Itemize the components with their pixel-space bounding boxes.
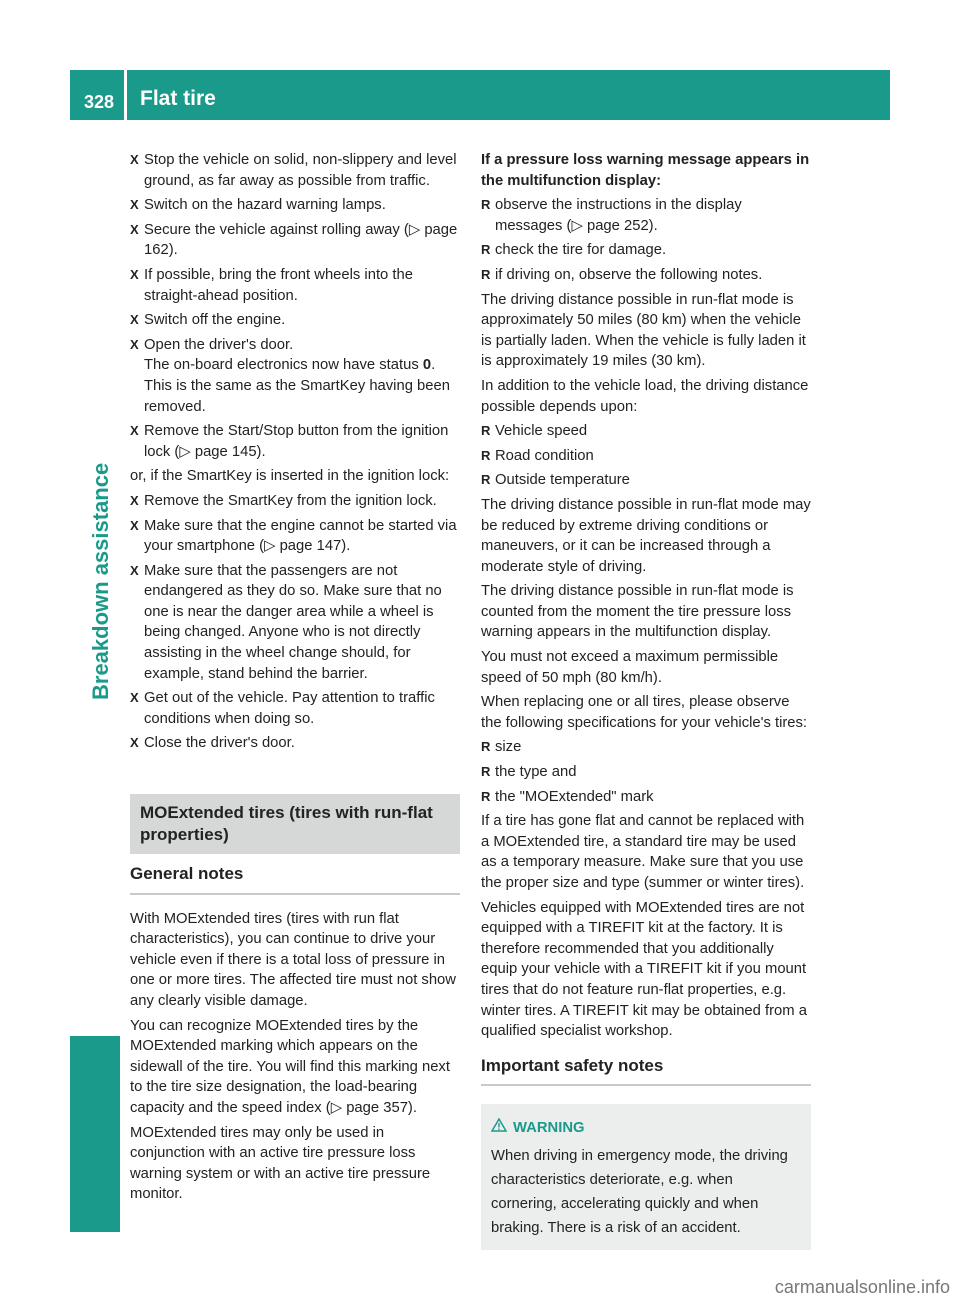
status-value: 0: [422, 357, 432, 374]
bullet-item: [481, 195, 811, 236]
chapter-side-block: [70, 1036, 120, 1232]
bullet-item-text: Road condition: [495, 447, 594, 464]
step-item: [130, 195, 460, 216]
step-arrow-icon: X: [130, 690, 139, 706]
step-arrow-icon: X: [130, 152, 139, 167]
general-notes-body: [130, 909, 460, 1205]
warning-text: When driving in emergency mode, the driving characteristics deteriorate, e.g. when cornering, accelerating quickly and when braking. There is a risk of an accident.: [491, 1148, 788, 1237]
step-item: [130, 335, 460, 417]
bullet-item-text: size: [495, 739, 522, 756]
step-arrow-icon: X: [130, 197, 139, 213]
bullet-item: [481, 737, 811, 758]
step-item-text: Close the driver's door.: [144, 735, 295, 752]
bullet-icon: R: [481, 739, 491, 755]
right-column: [481, 150, 811, 1250]
paragraph: If a tire has gone flat and cannot be replaced with a MOExtended tire, a standard tire may be used as a temporary measure. Make sure that you use the proper size and type (summer or winter tires).: [481, 813, 805, 891]
step-item-text: Stop the vehicle on solid, non-slippery and level ground, as far away as possible from traffic.: [144, 152, 457, 189]
or-text: or, if the SmartKey is inserted in the ignition lock:: [130, 468, 450, 485]
step-item-text: Remove the SmartKey from the ignition lock.: [144, 492, 437, 509]
status-text-a: The on-board electronics now have status: [144, 357, 423, 374]
step-item-text: Switch on the hazard warning lamps.: [144, 197, 386, 214]
bullet-item: [481, 421, 811, 442]
paragraph: With MOExtended tires (tires with run flat characteristics), you can continue to drive your vehicle even if there is a total loss of pressure in one or more tires. The affected tire must not show any clearly visible damage.: [130, 910, 456, 1009]
step-item-text: If possible, bring the front wheels into the straight-ahead position.: [144, 266, 413, 304]
bullet-item: [481, 762, 811, 783]
paragraph: In addition to the vehicle load, the driving distance possible depends upon:: [481, 377, 809, 415]
step-arrow-icon: X: [130, 423, 139, 439]
subsection-heading-general-notes: General notes: [130, 854, 460, 895]
bullet-icon: R: [481, 472, 491, 488]
step-arrow-icon: X: [130, 735, 139, 751]
paragraph: You must not exceed a maximum permissible speed of 50 mph (80 km/h).: [481, 649, 779, 686]
paragraph: MOExtended tires may only be used in conjunction with an active tire pressure loss warning system or with an active tire pressure monitor.: [130, 1124, 431, 1203]
bullet-icon: R: [481, 242, 491, 258]
section-heading: MOExtended tires (tires with run-flat properties): [130, 794, 460, 854]
step-arrow-icon: X: [130, 312, 139, 328]
step-item: [130, 421, 460, 462]
chapter-side-label: Breakdown assistance: [88, 462, 113, 700]
warning-box: [481, 1104, 811, 1250]
bullet-item: [481, 446, 811, 467]
bullet-icon: R: [481, 197, 491, 213]
steps-list-2: [130, 491, 460, 754]
step-item: [130, 265, 460, 306]
step-item-text: Make sure that the passengers are not endangered as they do so. Make sure that no one is near the danger area while a wheel is being changed. Anyone who is not directly assisting in the wheel change should, for example, stand behind the barrier.: [144, 562, 442, 682]
page-title: Flat tire: [140, 87, 216, 110]
step-item-text: Secure the vehicle against rolling away (▷ page 162).: [144, 221, 458, 259]
pressure-loss-heading: If a pressure loss warning message appears in the multifunction display:: [481, 152, 810, 189]
step-text: Open the driver's door.: [144, 336, 294, 353]
step-item-text: Get out of the vehicle. Pay attention to traffic conditions when doing so.: [144, 690, 435, 727]
paragraph: The driving distance possible in run-flat mode is counted from the moment the tire pressure loss warning appears in the multifunction display.: [481, 583, 794, 641]
step-arrow-icon: X: [130, 336, 139, 352]
bullet-item: [481, 787, 811, 808]
paragraph: You can recognize MOExtended tires by the MOExtended marking which appears on the sidewall of the tire. You will find this marking next to the tire size designation, the load-bearing capacity and the speed index (▷ page 357).: [130, 1017, 450, 1116]
bullet-icon: R: [481, 266, 491, 282]
bullet-list-1: [481, 195, 811, 285]
page-number: 328: [84, 92, 115, 112]
bullet-item: [481, 470, 811, 491]
bullet-item-text: the type and: [495, 764, 577, 781]
header-divider: [124, 70, 127, 120]
step-item: [130, 310, 460, 331]
bullet-item-text: the "MOExtended" mark: [495, 788, 654, 805]
step-arrow-icon: X: [130, 492, 139, 508]
step-arrow-icon: X: [130, 517, 139, 533]
bullet-item-text: if driving on, observe the following notes.: [495, 266, 763, 283]
step-arrow-icon: X: [130, 221, 139, 237]
bullet-icon: R: [481, 447, 491, 463]
step-item-text: Make sure that the engine cannot be started via your smartphone (▷ page 147).: [144, 517, 457, 555]
bullet-item-text: Outside temperature: [495, 472, 630, 489]
bullet-item-text: Vehicle speed: [495, 423, 588, 440]
step-arrow-icon: X: [130, 266, 139, 282]
paragraph: Vehicles equipped with MOExtended tires are not equipped with a TIREFIT kit at the factory. It is therefore recommended that you additionally equip your vehicle with a TIREFIT kit if you mount tires that do not feature run-flat properties, e.g. winter tires. A TIREFIT kit may be obtained from a qualified specialist workshop.: [481, 899, 807, 1040]
step-text: Remove the Start/Stop button from the ignition lock (▷ page 145).: [144, 423, 449, 460]
step-item: [130, 516, 460, 557]
step-item: [130, 688, 460, 729]
step-item: [130, 561, 460, 685]
steps-list-1: [130, 150, 460, 331]
step-item: [130, 150, 460, 191]
step-item: [130, 491, 460, 512]
bullet-item-text: observe the instructions in the display messages (▷ page 252).: [495, 197, 742, 234]
subsection-heading-safety: Important safety notes: [481, 1046, 811, 1087]
bullet-icon: R: [481, 423, 491, 439]
warning-triangle-icon: [491, 1116, 507, 1140]
bullet-item-text: check the tire for damage.: [495, 242, 667, 259]
step-arrow-icon: X: [130, 562, 139, 578]
bullet-list-3: [481, 737, 811, 807]
status-text-b: . This is the same as the SmartKey having been removed.: [144, 357, 450, 415]
bullet-icon: R: [481, 764, 491, 780]
bullet-list-2: [481, 421, 811, 491]
paragraph: The driving distance possible in run-flat mode is approximately 50 miles (80 km) when the vehicle is partially laden. When the vehicle is fully laden it is approximately 19 miles (30 km).: [481, 291, 806, 370]
warning-title-row: [491, 1116, 801, 1140]
left-column: [130, 150, 460, 1209]
paragraph: When replacing one or all tires, please observe the following specifications for your vehicle's tires:: [481, 694, 808, 731]
bullet-icon: R: [481, 788, 491, 804]
step-item: [130, 220, 460, 261]
bullet-item: [481, 240, 811, 261]
step-item: [130, 733, 460, 754]
bullet-item: [481, 265, 811, 286]
warning-title: WARNING: [513, 1120, 585, 1137]
watermark: carmanualsonline.info: [774, 1277, 950, 1297]
paragraph: The driving distance possible in run-flat mode may be reduced by extreme driving conditions or maneuvers, or it can be increased through a moderate style of driving.: [481, 496, 811, 575]
step-item-text: Switch off the engine.: [144, 312, 286, 329]
